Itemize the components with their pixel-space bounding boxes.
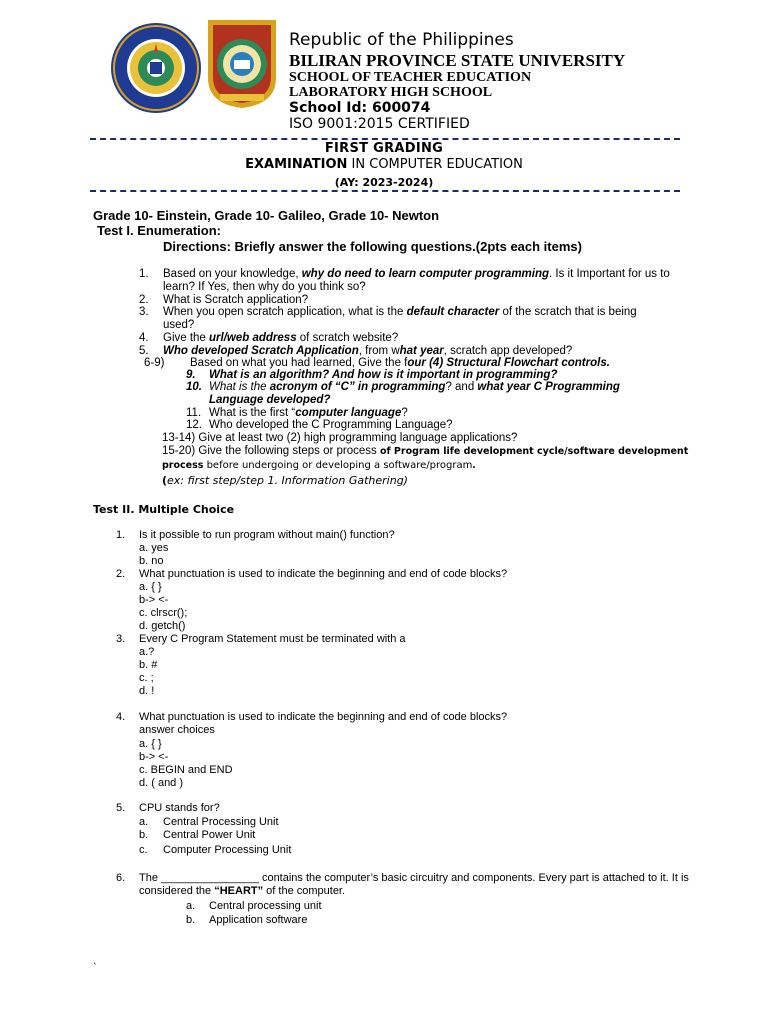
text: of scratch website? <box>296 332 399 344</box>
text: , from w <box>358 345 400 357</box>
subject-text: IN COMPUTER EDUCATION <box>347 157 523 172</box>
text: What is the first “ <box>209 407 296 419</box>
mc-choice: a. yes <box>139 542 169 554</box>
question-15-20-example <box>162 474 408 487</box>
question-3-cont: used? <box>163 319 195 331</box>
emphasis: why do need to learn computer programming <box>301 268 550 280</box>
item-number: 1. <box>116 529 126 541</box>
mc-choice: b-> <- <box>139 751 169 763</box>
question-1 <box>163 268 670 281</box>
mc-question-1: Is it possible to run program without main() function? <box>139 529 395 541</box>
mc-question-6-cont <box>139 885 345 898</box>
choice-letter: b. <box>139 829 149 841</box>
item-number: 1. <box>139 268 149 280</box>
emphasis: “HEART” <box>214 885 264 897</box>
text: ? <box>401 407 408 419</box>
text: . Is it Important for us to <box>549 268 670 280</box>
question-10 <box>209 381 620 394</box>
mc-question-4: What punctuation is used to indicate the beginning and end of code blocks? <box>139 711 508 723</box>
text: Give the <box>163 332 210 344</box>
text: ? and <box>445 381 478 393</box>
text: of the scratch that is being <box>499 306 637 318</box>
question-4 <box>163 332 398 345</box>
mc-choice: a. { } <box>139 738 162 750</box>
mc-choice: a.? <box>139 646 155 658</box>
mc-choice: c. BEGIN and END <box>139 764 233 776</box>
mc-choice: b. # <box>139 659 158 671</box>
item-number: 11. <box>186 407 202 419</box>
school-id: School Id: 600074 <box>289 100 431 116</box>
choice-letter: c. <box>139 844 148 856</box>
test-1-directions: Directions: Briefly answer the following questions.(2pts each items) <box>163 239 582 254</box>
school-name: SCHOOL OF TEACHER EDUCATION <box>289 70 532 85</box>
item-number: 2. <box>139 294 149 306</box>
mc-choice: Central processing unit <box>209 900 322 912</box>
item-number: 10. <box>186 381 202 393</box>
item-number: 4. <box>139 332 149 344</box>
emphasis: default character <box>406 306 500 318</box>
mc-question-3: Every C Program Statement must be terminated with a <box>139 633 406 645</box>
text: When you open scratch application, what is the <box>163 306 407 318</box>
emphasis: our (4) Structural Flowchart controls. <box>407 357 610 369</box>
emphasis: process <box>162 460 204 471</box>
item-number: 9. <box>186 369 196 381</box>
header-divider-bottom <box>90 190 680 192</box>
iso-certification: ISO 9001:2015 CERTIFIED <box>289 116 470 132</box>
mc-choice: Application software <box>209 914 308 926</box>
mc-choice: d. getch() <box>139 620 186 632</box>
mc-choice: d. ! <box>139 685 155 697</box>
item-number: 3. <box>139 306 149 318</box>
question-12: Who developed the C Programming Language? <box>209 419 453 431</box>
question-2: What is Scratch application? <box>163 294 309 306</box>
university-name: BILIRAN PROVINCE STATE UNIVERSITY <box>289 51 626 70</box>
question-9: What is an algorithm? And how is it important in programming? <box>209 369 558 381</box>
mc-choice: Computer Processing Unit <box>163 844 292 856</box>
choice-letter: a. <box>139 816 149 828</box>
test-2-heading: Test II. Multiple Choice <box>93 503 235 516</box>
text: 15-20) Give the following steps or process <box>162 445 380 457</box>
mc-choice: c. ; <box>139 672 154 684</box>
mc-question-6: The ________________ contains the computer’s basic circuitry and components. Every part is attached to it. It is <box>139 872 689 884</box>
mc-question-5: CPU stands for? <box>139 802 220 814</box>
mc-choice: d. ( and ) <box>139 777 184 789</box>
text: before undergoing or developing a software/program <box>203 460 473 471</box>
emphasis: Who developed Scratch Application <box>163 345 359 357</box>
question-10-cont: Language developed? <box>209 394 331 406</box>
item-number: 12. <box>186 419 202 431</box>
question-1-cont: learn? If Yes, then why do you think so? <box>163 281 366 293</box>
university-seal <box>110 22 202 114</box>
question-13-14: 13-14) Give at least two (2) high programming language applications? <box>162 432 518 444</box>
mc-choice: Central Processing Unit <box>163 816 279 828</box>
mc-subtitle: answer choices <box>139 724 215 736</box>
republic-line: Republic of the Philippines <box>289 30 514 50</box>
text: considered the <box>139 885 215 897</box>
question-3 <box>163 306 637 319</box>
emphasis: what year C Programming <box>477 381 620 393</box>
item-number: 6. <box>116 872 126 884</box>
text: What is the <box>209 381 270 393</box>
example-text: ex: first step/step 1. Information Gathering) <box>167 474 408 487</box>
question-15-20-cont <box>162 459 476 472</box>
item-number: 6-9) <box>144 357 165 369</box>
exam-title-subject <box>0 157 768 172</box>
footer-mark: ` <box>93 962 97 974</box>
text: ( <box>162 474 168 487</box>
item-number: 5. <box>116 802 126 814</box>
choice-letter: b. <box>186 914 196 926</box>
teacher-education-seal <box>204 16 280 110</box>
question-15-20 <box>162 445 688 458</box>
emphasis: acronym of “C” in programming <box>269 381 446 393</box>
text: Based on your knowledge, <box>163 268 302 280</box>
text: , scratch app developed? <box>443 345 573 357</box>
text: Based on what you had learned, Give the f <box>190 357 408 369</box>
mc-choice: a. { } <box>139 581 162 593</box>
text: of the computer. <box>263 885 346 897</box>
exam-word: EXAMINATION <box>245 157 348 172</box>
mc-choice: c. clrscr(); <box>139 607 188 619</box>
emphasis: hat year <box>399 345 444 357</box>
test-1-heading: Test I. Enumeration: <box>97 223 221 238</box>
item-number: 4. <box>116 711 126 723</box>
academic-year: (AY: 2023-2024) <box>334 176 434 189</box>
item-number: 3. <box>116 633 126 645</box>
item-number: 2. <box>116 568 126 580</box>
mc-question-2: What punctuation is used to indicate the beginning and end of code blocks? <box>139 568 508 580</box>
mc-choice: b-> <- <box>139 594 169 606</box>
emphasis: of Program life development cycle/software development <box>379 446 689 457</box>
text: . <box>472 459 476 471</box>
choice-letter: a. <box>186 900 196 912</box>
lab-school-name: LABORATORY HIGH SCHOOL <box>289 85 493 100</box>
grade-sections: Grade 10- Einstein, Grade 10- Galileo, Grade 10- Newton <box>93 208 440 223</box>
mc-choice: Central Power Unit <box>163 829 256 841</box>
exam-title-grading: FIRST GRADING <box>324 141 444 156</box>
emphasis: computer language <box>295 407 402 419</box>
mc-choice: b. no <box>139 555 164 567</box>
emphasis: url/web address <box>209 332 297 344</box>
header-divider-top <box>90 138 680 140</box>
item-number: 5. <box>139 345 149 357</box>
